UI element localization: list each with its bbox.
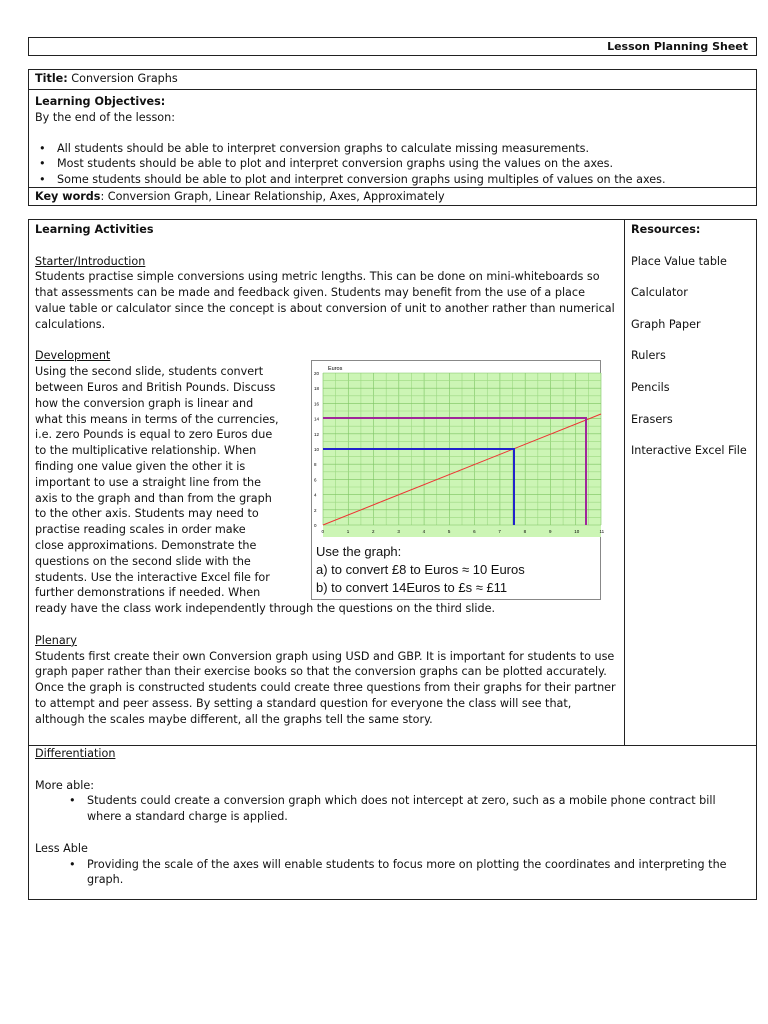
development-line: how the conversion graph is linear and xyxy=(35,396,254,410)
objectives-intro: By the end of the lesson: xyxy=(35,110,176,124)
resource-item: Rulers xyxy=(631,349,666,363)
y-tick-label: 20 xyxy=(314,371,320,376)
more-able-list xyxy=(35,793,750,825)
resources-column xyxy=(625,220,756,745)
title-label: Title: xyxy=(35,72,68,85)
development-line: students. Use the interactive Excel file for xyxy=(35,570,270,584)
conversion-graph xyxy=(311,360,605,600)
x-tick-label: 2 xyxy=(372,529,375,534)
keywords: : Conversion Graph, Linear Relationship, Axes, Approximately xyxy=(100,190,445,203)
development-line: to the multiplicative relationship. When xyxy=(35,444,257,458)
y-tick-label: 18 xyxy=(314,386,320,392)
starter-text: Students practise simple conversions using metric lengths. This can be done on mini-whiteboards so that assessments can be made and feedback given. Students may benefit from the use of a place value table or calculator since the concept is about conversion of unit to another rather than numerical calculations. xyxy=(35,270,615,331)
resource-item: Place Value table xyxy=(631,254,727,268)
y-tick-label: 12 xyxy=(314,431,320,437)
header-box xyxy=(28,37,757,56)
resource-item: Calculator xyxy=(631,286,688,300)
y-tick-label: 4 xyxy=(314,492,317,498)
development-line: ready have the class work independently through the questions on the third slide. xyxy=(35,602,496,616)
development-line: questions on the second slide with the xyxy=(35,554,251,568)
differentiation-heading: Differentiation xyxy=(35,747,116,760)
x-tick-label: 11 xyxy=(599,529,605,534)
development-line: axis to the graph and than from the graph xyxy=(35,491,272,505)
development-line: to the other axis. Students may need to xyxy=(35,507,259,521)
development-line: what this means in terms of the currencies, xyxy=(35,412,279,426)
graph-question-a: a) to convert £8 to Euros ≈ 10 Euros xyxy=(316,562,525,577)
development-line: important to use a straight line from the xyxy=(35,475,261,489)
less-able-list xyxy=(35,857,750,889)
x-tick-label: 6 xyxy=(473,529,476,534)
resource-item: Interactive Excel File xyxy=(631,444,747,458)
y-tick-label: 2 xyxy=(314,507,317,513)
objective-item: • Most students should be able to plot and interpret conversion graphs using the values on the axes. xyxy=(57,156,750,172)
objectives-list xyxy=(35,141,750,188)
development-line: further demonstrations if needed. When xyxy=(35,586,261,600)
resource-item: Erasers xyxy=(631,412,673,426)
differentiation-section xyxy=(29,745,756,899)
y-axis-label: Euros xyxy=(328,366,343,372)
starter-heading: Starter/Introduction xyxy=(35,254,146,268)
x-tick-label: 3 xyxy=(397,529,400,534)
plenary-heading: Plenary xyxy=(35,633,77,647)
x-tick-label: 0 xyxy=(321,529,325,534)
development-heading: Development xyxy=(35,349,111,363)
resource-item: Graph Paper xyxy=(631,317,701,331)
less-able-item: • Providing the scale of the axes will enable students to focus more on plotting the coordinates and interpreting the graph. xyxy=(87,857,750,889)
objectives-label: Learning Objectives: xyxy=(35,95,166,108)
objective-item: • All students should be able to interpret conversion graphs to calculate missing measurements. xyxy=(57,141,750,157)
x-tick-label: 7 xyxy=(498,529,501,534)
plenary-text: Students first create their own Conversion graph using USD and GBP. It is important for students to use graph paper rather than their exercise books so that the conversion graphs can be plotted accurately. Once the graph is constructed students could create three questions from their graphs for their partner to attempt and peer assess. By setting a standard question for everyone the class will see that, although the scales maybe different, all the graphs tell the same story. xyxy=(35,649,616,726)
lesson-info-box xyxy=(28,69,757,206)
more-able-item: • Students could create a conversion graph which does not intercept at zero, such as a mobile phone contract bill where a standard charge is applied. xyxy=(87,793,750,825)
less-able-label: Less Able xyxy=(35,841,88,855)
y-tick-label: 8 xyxy=(314,462,317,468)
development-line: i.e. zero Pounds is equal to zero Euros due xyxy=(35,428,273,442)
x-tick-label: 1 xyxy=(346,529,350,534)
y-tick-label: 0 xyxy=(314,523,317,528)
x-tick-label: 5 xyxy=(447,529,451,534)
keywords-label: Key words xyxy=(35,190,101,203)
graph-question-b: b) to convert 14Euros to £s ≈ £11 xyxy=(316,580,508,595)
lesson-title: Conversion Graphs xyxy=(71,72,178,85)
development-line: Using the second slide, students convert xyxy=(35,365,264,379)
objective-item: • Some students should be able to plot and interpret conversion graphs using multiples of values on the axes. xyxy=(57,172,750,188)
development-line: between Euros and British Pounds. Discuss xyxy=(35,380,276,394)
x-tick-label: 8 xyxy=(523,529,527,534)
title-row xyxy=(29,70,756,90)
y-tick-label: 14 xyxy=(314,416,320,422)
keywords-row xyxy=(29,188,756,206)
x-tick-label: 4 xyxy=(422,529,426,534)
resources-heading: Resources: xyxy=(631,223,701,236)
activities-heading: Learning Activities xyxy=(35,223,154,236)
y-tick-label: 10 xyxy=(314,447,320,452)
y-tick-label: 6 xyxy=(314,477,317,483)
development-line: finding one value given the other it is xyxy=(35,459,246,473)
development-line: practise reading scales in order make xyxy=(35,523,246,537)
objectives-row xyxy=(29,90,756,188)
more-able-label: More able: xyxy=(35,778,95,792)
x-tick-label: 9 xyxy=(548,529,552,534)
resource-item: Pencils xyxy=(631,380,670,394)
graph-svg xyxy=(312,361,605,541)
development-line: close approximations. Demonstrate the xyxy=(35,538,257,552)
sheet-title: Lesson Planning Sheet xyxy=(607,40,748,53)
y-tick-label: 16 xyxy=(314,401,320,407)
x-tick-label: 10 xyxy=(574,529,580,534)
graph-caption: Use the graph: xyxy=(316,544,402,559)
